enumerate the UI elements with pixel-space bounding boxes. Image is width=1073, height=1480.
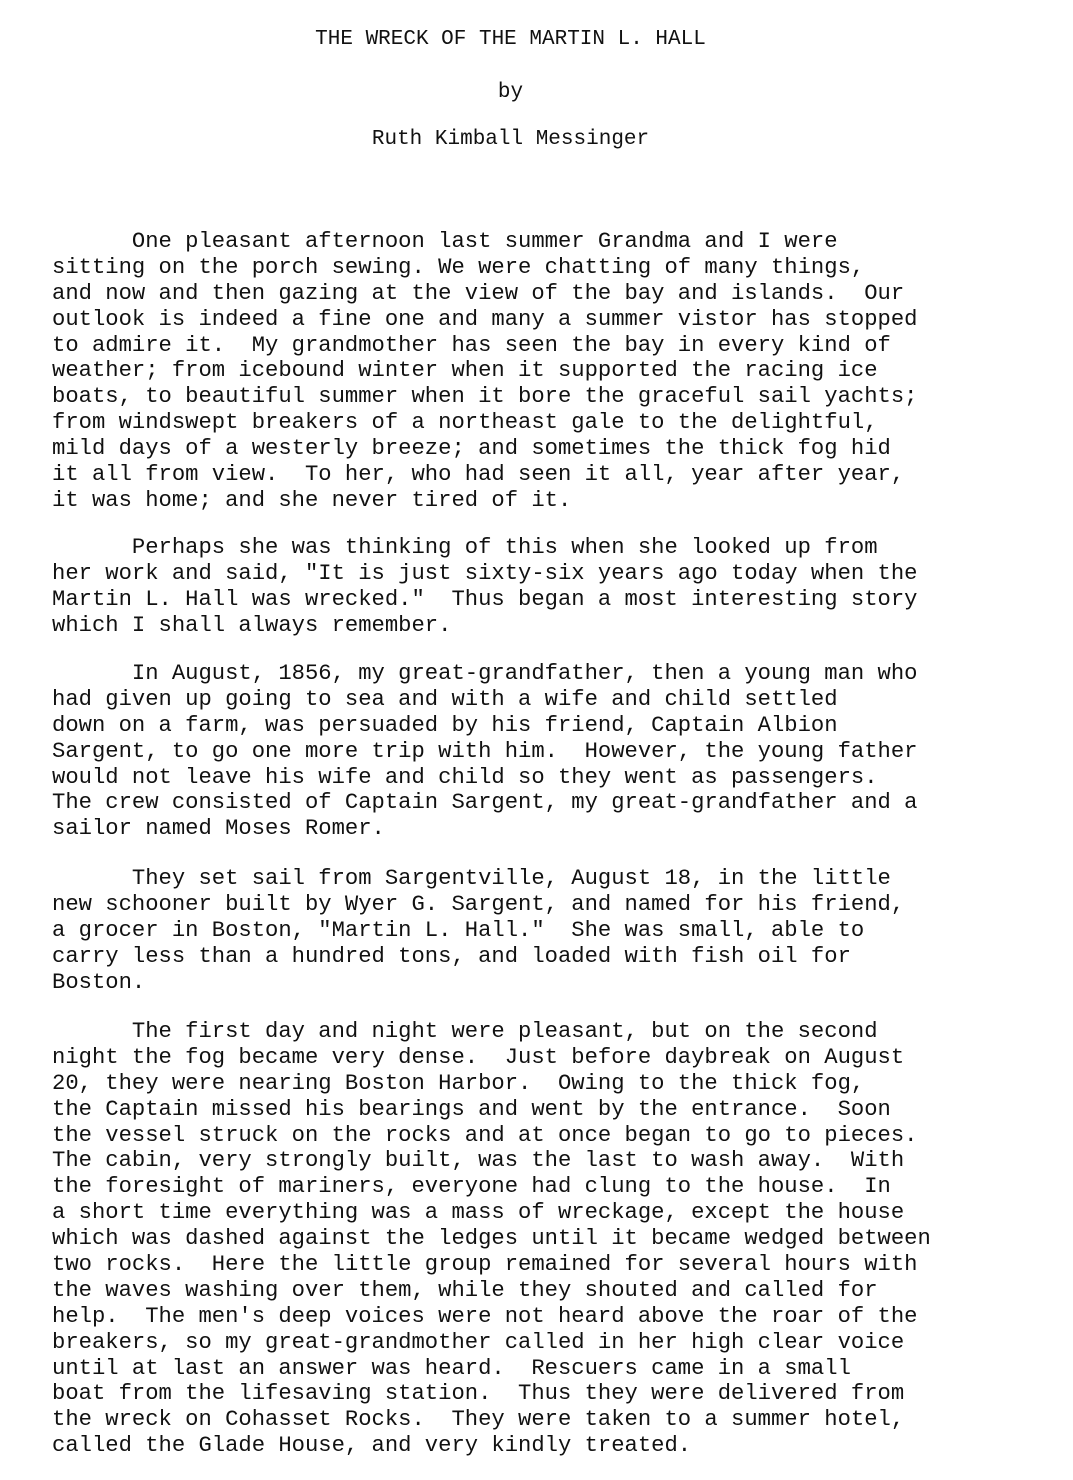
text-line: the waves washing over them, while they shouted and called for xyxy=(52,1277,878,1303)
text-line: boats, to beautiful summer when it bore the graceful sail yachts; xyxy=(52,384,918,410)
text-line: sitting on the porch sewing. We were chatting of many things, xyxy=(52,254,865,280)
text-line: In August, 1856, my great-grandfather, then a young man who xyxy=(52,661,918,686)
text-line: new schooner built by Wyer G. Sargent, and named for his friend, xyxy=(52,891,905,917)
text-line: and now and then gazing at the view of the bay and islands. Our xyxy=(52,280,905,306)
text-line: sailor named Moses Romer. xyxy=(52,816,385,842)
text-line: The first day and night were pleasant, but on the second xyxy=(52,1019,878,1044)
text-line: The crew consisted of Captain Sargent, my great-grandfather and a xyxy=(52,790,918,816)
text-line: her work and said, "It is just sixty-six years ago today when the xyxy=(52,560,918,586)
text-line: which I shall always remember. xyxy=(52,612,452,638)
paragraph-1 xyxy=(52,229,1062,514)
document-title: THE WRECK OF THE MARTIN L. HALL xyxy=(315,28,706,51)
text-line: Boston. xyxy=(52,969,146,995)
text-line: They set sail from Sargentville, August 18, in the little xyxy=(52,866,891,891)
author-name: Ruth Kimball Messinger xyxy=(371,128,650,151)
text-line: would not leave his wife and child so they went as passengers. xyxy=(52,764,878,790)
text-line: 20, they were nearing Boston Harbor. Owing to the thick fog, xyxy=(52,1070,865,1096)
text-line: until at last an answer was heard. Rescuers came in a small xyxy=(52,1355,851,1381)
text-line: mild days of a westerly breeze; and sometimes the thick fog hid xyxy=(52,436,891,462)
text-line: boat from the lifesaving station. Thus they were delivered from xyxy=(52,1381,905,1407)
text-line: outlook is indeed a fine one and many a summer vistor has stopped xyxy=(52,306,918,332)
paragraph-4 xyxy=(52,866,1062,995)
text-line: a short time everything was a mass of wreckage, except the house xyxy=(52,1200,905,1226)
text-line: from windswept breakers of a northeast gale to the delightful, xyxy=(52,410,878,436)
text-line: The cabin, very strongly built, was the last to wash away. With xyxy=(52,1148,905,1174)
text-line: One pleasant afternoon last summer Grandma and I were xyxy=(52,229,838,254)
text-line: Perhaps she was thinking of this when she looked up from xyxy=(52,535,878,560)
text-line: down on a farm, was persuaded by his friend, Captain Albion xyxy=(52,712,838,738)
text-line: which was dashed against the ledges until it became wedged between xyxy=(52,1226,931,1252)
text-line: the foresight of mariners, everyone had clung to the house. In xyxy=(52,1174,891,1200)
text-line: the wreck on Cohasset Rocks. They were taken to a summer hotel, xyxy=(52,1407,905,1433)
text-line: carry less than a hundred tons, and loaded with fish oil for xyxy=(52,943,851,969)
byline-by: by xyxy=(497,81,524,104)
text-line: two rocks. Here the little group remained for several hours with xyxy=(52,1252,918,1278)
text-line: to admire it. My grandmother has seen the bay in every kind of xyxy=(52,332,891,358)
paragraph-3 xyxy=(52,661,1062,842)
text-line: help. The men's deep voices were not heard above the roar of the xyxy=(52,1303,918,1329)
text-line: weather; from icebound winter when it supported the racing ice xyxy=(52,358,878,384)
text-line: the Captain missed his bearings and went by the entrance. Soon xyxy=(52,1096,891,1122)
text-line: had given up going to sea and with a wife and child settled xyxy=(52,686,838,712)
paragraph-5 xyxy=(52,1019,1062,1459)
text-line: breakers, so my great-grandmother called in her high clear voice xyxy=(52,1329,905,1355)
text-line: Sargent, to go one more trip with him. However, the young father xyxy=(52,738,918,764)
text-line: the vessel struck on the rocks and at once began to go to pieces. xyxy=(52,1122,918,1148)
text-line: Martin L. Hall was wrecked." Thus began a most interesting story xyxy=(52,586,918,612)
text-line: called the Glade House, and very kindly treated. xyxy=(52,1433,692,1459)
text-line: night the fog became very dense. Just before daybreak on August xyxy=(52,1044,905,1070)
text-line: it all from view. To her, who had seen it all, year after year, xyxy=(52,462,905,488)
text-line: it was home; and she never tired of it. xyxy=(52,487,572,513)
paragraph-2 xyxy=(52,535,1062,639)
text-line: a grocer in Boston, "Martin L. Hall." She was small, able to xyxy=(52,917,865,943)
